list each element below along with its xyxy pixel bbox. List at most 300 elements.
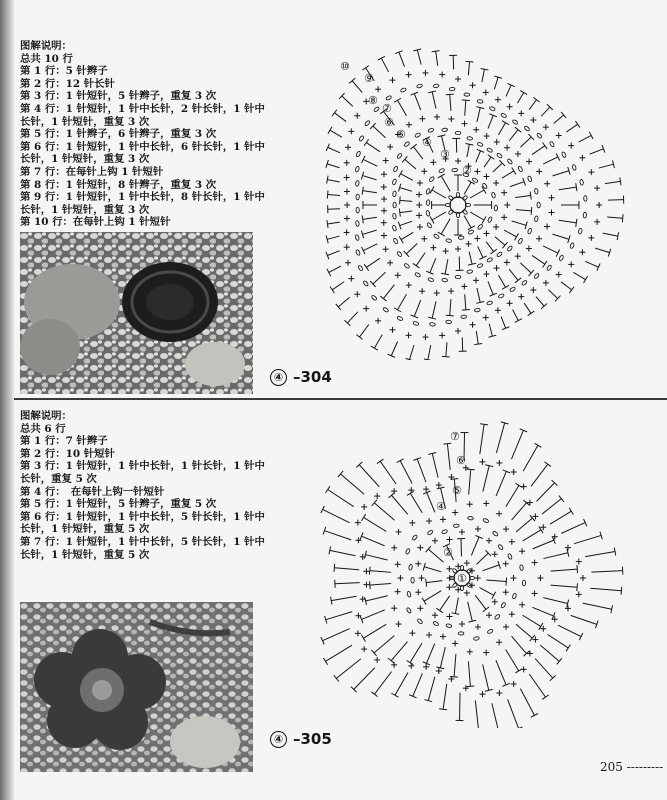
chain-stitch-symbol — [448, 195, 454, 201]
double-crochet-symbol — [462, 100, 470, 101]
double-crochet-symbol — [490, 249, 496, 254]
chain-stitch-symbol — [385, 95, 391, 101]
chain-stitch-symbol — [397, 153, 403, 159]
double-crochet-symbol — [533, 97, 539, 102]
double-crochet-symbol — [511, 430, 523, 459]
double-crochet-symbol — [543, 598, 567, 604]
double-crochet-symbol — [583, 603, 612, 609]
double-crochet-symbol — [330, 550, 356, 555]
double-crochet-symbol — [531, 464, 548, 486]
double-crochet-symbol — [488, 115, 493, 128]
double-crochet-symbol — [436, 608, 443, 613]
pattern-label-304 — [270, 368, 332, 386]
double-crochet-symbol — [424, 591, 441, 601]
round-marker: ⑦ — [450, 430, 460, 443]
double-crochet-symbol — [394, 308, 401, 312]
chain-stitch-symbol — [472, 177, 478, 183]
double-crochet-symbol — [484, 157, 491, 167]
double-crochet-symbol — [328, 147, 340, 152]
double-crochet-symbol — [331, 596, 356, 600]
instruction-line: 长针，1 针短针，重复 3 次 — [20, 153, 150, 166]
double-crochet-symbol — [398, 294, 407, 310]
double-crochet-symbol — [391, 341, 397, 355]
chain-stitch-symbol — [355, 180, 359, 186]
double-crochet-symbol — [558, 625, 581, 636]
double-crochet-symbol — [430, 187, 434, 194]
chain-stitch-symbol — [393, 238, 399, 244]
double-crochet-symbol — [430, 258, 436, 272]
chain-stitch-symbol — [500, 602, 506, 608]
total-rows: 总共 10 行 — [20, 52, 73, 65]
double-crochet-symbol — [374, 503, 394, 520]
chain-stitch-symbol — [406, 607, 412, 613]
double-crochet-symbol — [515, 127, 521, 132]
chain-stitch-symbol — [492, 531, 498, 537]
double-crochet-symbol — [585, 552, 615, 557]
double-crochet-symbol — [482, 69, 484, 82]
double-crochet-symbol — [400, 196, 401, 204]
double-crochet-symbol — [374, 672, 391, 695]
chain-stitch-symbol — [433, 621, 439, 627]
double-crochet-symbol — [577, 565, 578, 573]
double-crochet-symbol — [524, 303, 531, 313]
double-crochet-symbol — [591, 571, 622, 572]
chain-stitch-symbol — [397, 251, 403, 257]
double-crochet-symbol — [446, 315, 454, 316]
double-crochet-symbol — [489, 324, 492, 336]
chain-stitch-symbol — [429, 322, 435, 326]
chain-stitch-symbol — [452, 168, 458, 172]
instruction-line: 第 7 行：1 针短针，1 针中长针，5 针长针，1 针中 — [20, 535, 265, 548]
chain-stitch-symbol — [489, 106, 495, 111]
double-crochet-symbol — [446, 342, 447, 356]
double-crochet-symbol — [603, 233, 618, 236]
double-crochet-symbol — [542, 499, 561, 514]
instruction-line: 长针，1 针短针，重复 5 次 — [20, 548, 150, 561]
double-crochet-symbol — [551, 569, 578, 571]
double-crochet-symbol — [621, 587, 622, 595]
double-crochet-symbol — [477, 108, 480, 122]
double-crochet-symbol — [327, 269, 331, 276]
double-crochet-symbol — [356, 335, 362, 340]
chain-stitch-symbol — [522, 580, 526, 586]
double-crochet-symbol — [335, 583, 360, 584]
chain-stitch-symbol — [527, 228, 532, 234]
round-marker: ① — [457, 572, 467, 585]
double-crochet-symbol — [512, 221, 526, 225]
chain-stitch-symbol — [426, 222, 432, 228]
double-crochet-symbol — [498, 275, 505, 287]
double-crochet-symbol — [569, 508, 573, 515]
chain-stitch-symbol — [561, 151, 566, 157]
double-crochet-symbol — [336, 659, 360, 679]
double-crochet-symbol — [323, 658, 327, 665]
pattern-chapter-marker: ④ — [270, 731, 287, 748]
chain-stitch-symbol — [449, 87, 455, 90]
double-crochet-symbol — [378, 56, 385, 60]
double-crochet-symbol — [410, 144, 416, 149]
double-crochet-symbol — [446, 94, 454, 95]
double-crochet-symbol — [362, 215, 363, 223]
double-crochet-symbol — [334, 564, 335, 572]
chain-stitch-symbol — [507, 553, 512, 559]
double-crochet-symbol — [488, 281, 493, 294]
chain-stitch-symbol — [426, 188, 431, 194]
photo-crochet-ring — [20, 232, 253, 394]
double-crochet-symbol — [479, 588, 493, 596]
double-crochet-symbol — [468, 602, 473, 621]
chain-stitch-symbol — [427, 530, 433, 536]
double-crochet-symbol — [370, 571, 391, 573]
double-crochet-symbol — [476, 331, 478, 344]
double-crochet-symbol — [520, 91, 527, 95]
chain-stitch-symbol — [512, 593, 517, 599]
chain-stitch-symbol — [364, 120, 370, 126]
double-crochet-symbol — [470, 212, 484, 220]
double-crochet-symbol — [428, 345, 431, 360]
double-crochet-symbol — [599, 164, 614, 168]
double-crochet-symbol — [464, 182, 471, 194]
double-crochet-symbol — [391, 693, 398, 697]
double-crochet-symbol — [409, 345, 414, 360]
double-crochet-symbol — [440, 647, 445, 668]
double-crochet-symbol — [392, 495, 408, 514]
double-crochet-symbol — [482, 217, 486, 224]
chain-stitch-symbol — [486, 257, 492, 263]
chain-stitch-symbol — [371, 295, 377, 301]
double-crochet-symbol — [328, 127, 332, 134]
double-crochet-symbol — [474, 344, 482, 345]
chain-stitch-symbol — [462, 195, 468, 201]
double-crochet-symbol — [480, 424, 484, 454]
double-crochet-symbol — [590, 149, 604, 154]
chain-stitch-symbol — [572, 164, 577, 170]
chain-stitch-symbol — [413, 321, 419, 326]
chain-stitch-symbol — [355, 249, 360, 255]
chain-stitch-symbol — [487, 216, 492, 222]
chain-stitch-symbol — [433, 84, 439, 88]
chain-stitch-symbol — [393, 202, 396, 208]
double-crochet-symbol — [530, 192, 531, 200]
chain-stitch-symbol — [584, 196, 587, 202]
double-crochet-symbol — [338, 297, 349, 307]
double-crochet-symbol — [432, 212, 446, 220]
pattern-label-305 — [270, 730, 332, 748]
double-crochet-symbol — [502, 171, 514, 178]
chain-stitch-symbol — [477, 263, 483, 268]
double-crochet-symbol — [399, 209, 400, 217]
double-crochet-symbol — [334, 675, 339, 681]
double-crochet-symbol — [400, 221, 412, 225]
instruction-line: 第 9 行：1 针短针，1 针中长针，8 针长针，1 针中 — [20, 191, 265, 204]
chain-stitch-symbol — [446, 623, 452, 628]
double-crochet-symbol — [584, 276, 588, 283]
chain-stitch-symbol — [521, 280, 527, 286]
double-crochet-symbol — [495, 237, 505, 246]
double-crochet-symbol — [424, 567, 441, 572]
instruction-line: 第 1 行：7 针辫子 — [20, 435, 108, 448]
double-crochet-symbol — [575, 121, 579, 128]
double-crochet-symbol — [576, 183, 577, 191]
double-crochet-symbol — [363, 176, 377, 180]
double-crochet-symbol — [529, 100, 536, 110]
chain-stitch-symbol — [464, 93, 470, 97]
double-crochet-symbol — [622, 214, 623, 222]
instruction-line: 第 10 行：在每针上钩 1 针短针 — [20, 216, 171, 229]
double-crochet-symbol — [465, 294, 466, 310]
double-crochet-symbol — [432, 301, 436, 318]
chain-stitch-symbol — [446, 238, 452, 243]
round-marker: ③ — [440, 148, 450, 161]
double-crochet-symbol — [548, 290, 557, 299]
chain-stitch-symbol — [400, 87, 406, 92]
double-crochet-symbol — [542, 695, 549, 700]
chain-stitch-symbol — [491, 192, 496, 198]
double-crochet-symbol — [380, 296, 386, 301]
double-crochet-symbol — [327, 222, 339, 224]
double-crochet-symbol — [406, 244, 417, 254]
double-crochet-symbol — [590, 588, 621, 590]
double-crochet-symbol — [365, 555, 387, 560]
double-crochet-symbol — [381, 58, 388, 72]
chain-stitch-symbol — [512, 119, 518, 125]
double-crochet-symbol — [543, 246, 558, 253]
double-crochet-symbol — [502, 285, 509, 289]
chain-stitch-symbol — [546, 265, 552, 271]
round-marker: ② — [462, 164, 472, 177]
double-crochet-symbol — [399, 52, 405, 66]
double-crochet-symbol — [328, 490, 354, 507]
double-crochet-symbol — [576, 219, 577, 227]
double-crochet-symbol — [363, 230, 377, 234]
double-crochet-symbol — [523, 615, 541, 626]
chain-stitch-symbol — [462, 209, 468, 215]
double-crochet-symbol — [438, 174, 445, 178]
double-crochet-symbol — [373, 272, 386, 284]
double-crochet-symbol — [442, 356, 450, 357]
double-crochet-symbol — [401, 174, 413, 181]
double-crochet-symbol — [506, 485, 519, 506]
chain-stitch-symbol — [411, 577, 414, 583]
double-crochet-symbol — [400, 211, 412, 213]
double-crochet-symbol — [332, 282, 344, 290]
double-crochet-symbol — [397, 459, 404, 463]
pattern-chapter-marker: ④ — [270, 369, 287, 386]
double-crochet-symbol — [414, 94, 420, 111]
double-crochet-symbol — [327, 220, 328, 228]
chain-stitch-symbol — [487, 301, 493, 306]
double-crochet-symbol — [450, 94, 451, 110]
double-crochet-symbol — [441, 176, 450, 192]
double-crochet-symbol — [523, 530, 541, 541]
double-crochet-symbol — [466, 61, 474, 62]
double-crochet-symbol — [399, 236, 403, 243]
double-crochet-symbol — [360, 324, 369, 336]
chain-stitch-symbol — [496, 251, 502, 257]
double-crochet-symbol — [366, 143, 380, 152]
double-crochet-symbol — [550, 511, 571, 524]
chain-stitch-symbol — [570, 242, 575, 248]
double-crochet-symbol — [400, 188, 412, 192]
instruction-line: 长针，1 针短针，重复 3 次 — [20, 203, 150, 216]
chain-stitch-symbol — [536, 133, 542, 139]
double-crochet-symbol — [331, 597, 332, 605]
chain-stitch-symbol — [433, 233, 439, 239]
double-crochet-symbol — [543, 142, 548, 149]
double-crochet-symbol — [466, 686, 474, 687]
double-crochet-symbol — [468, 62, 469, 76]
double-crochet-symbol — [502, 121, 509, 125]
double-crochet-symbol — [326, 486, 330, 493]
double-crochet-symbol — [571, 615, 597, 624]
double-crochet-symbol — [531, 207, 532, 215]
chain-stitch-symbol — [355, 166, 360, 172]
chain-stitch-symbol — [412, 534, 418, 540]
chain-stitch-symbol — [486, 147, 492, 153]
chain-stitch-symbol — [494, 205, 498, 211]
double-crochet-symbol — [363, 191, 377, 193]
chain-stitch-symbol — [414, 132, 420, 138]
double-crochet-symbol — [605, 181, 620, 183]
double-crochet-symbol — [532, 255, 545, 264]
double-crochet-symbol — [414, 300, 420, 317]
double-crochet-symbol — [506, 649, 519, 670]
chain-stitch-symbol — [509, 286, 515, 292]
double-crochet-symbol — [620, 177, 621, 185]
chain-stitch-symbol — [498, 293, 504, 298]
double-crochet-symbol — [450, 299, 451, 315]
double-crochet-symbol — [326, 612, 352, 620]
double-crochet-symbol — [377, 459, 384, 464]
double-crochet-symbol — [506, 85, 511, 96]
chain-stitch-symbol — [527, 176, 532, 182]
chain-stitch-symbol — [373, 106, 379, 112]
double-crochet-symbol — [374, 335, 382, 349]
chain-stitch-symbol — [483, 518, 489, 523]
chain-stitch-symbol — [518, 238, 524, 244]
double-crochet-symbol — [566, 645, 570, 652]
double-crochet-symbol — [520, 689, 534, 716]
chain-stitch-symbol — [498, 544, 504, 550]
double-crochet-symbol — [585, 261, 598, 267]
instruction-line: 长针，1 针短针，重复 3 次 — [20, 115, 150, 128]
chain-stitch-symbol — [494, 614, 500, 620]
double-crochet-symbol — [416, 253, 425, 266]
instruction-line: 第 8 行：1 针短针，8 针辫子，重复 3 次 — [20, 178, 217, 191]
page-number: 205 --------- — [600, 760, 664, 774]
double-crochet-symbol — [508, 699, 519, 728]
double-crochet-symbol — [493, 163, 502, 172]
double-crochet-symbol — [328, 195, 340, 196]
double-crochet-symbol — [366, 258, 380, 267]
double-crochet-symbol — [399, 170, 403, 177]
double-crochet-symbol — [341, 474, 365, 494]
double-crochet-symbol — [548, 634, 569, 648]
chain-stitch-symbol — [393, 166, 399, 172]
double-crochet-symbol — [496, 471, 506, 496]
double-crochet-symbol — [512, 503, 527, 520]
chain-stitch-symbol — [477, 142, 483, 147]
double-crochet-symbol — [364, 264, 369, 271]
double-crochet-symbol — [400, 461, 412, 484]
chain-stitch-symbol — [468, 229, 474, 234]
double-crochet-symbol — [362, 247, 365, 254]
double-crochet-symbol — [595, 248, 609, 253]
double-crochet-symbol — [407, 661, 414, 665]
chain-stitch-symbol — [397, 316, 403, 321]
double-crochet-symbol — [342, 96, 353, 106]
instruction-line: 第 5 行：1 针短针，5 针辫子，重复 5 次 — [20, 498, 217, 511]
double-crochet-symbol — [529, 674, 545, 697]
double-crochet-symbol — [361, 514, 365, 521]
double-crochet-symbol — [516, 624, 532, 638]
total-rows: 总共 6 行 — [20, 422, 66, 435]
double-crochet-symbol — [394, 98, 401, 102]
chain-stitch-symbol — [458, 236, 464, 240]
double-crochet-symbol — [398, 100, 407, 116]
double-crochet-symbol — [432, 453, 438, 477]
double-crochet-symbol — [407, 491, 414, 495]
double-crochet-symbol — [443, 684, 447, 710]
double-crochet-symbol — [370, 583, 391, 585]
double-crochet-symbol — [554, 115, 564, 124]
double-crochet-symbol — [515, 196, 530, 198]
double-crochet-symbol — [327, 191, 328, 199]
instructions-305 — [20, 410, 265, 561]
chain-stitch-symbol — [453, 524, 459, 528]
double-crochet-symbol — [427, 493, 435, 513]
chain-stitch-symbol — [405, 548, 410, 554]
instruction-line: 第 3 行：1 针短针，1 针中长针，1 针长针，1 针中 — [20, 460, 265, 473]
double-crochet-symbol — [323, 509, 350, 522]
double-crochet-symbol — [486, 242, 494, 252]
double-crochet-symbol — [482, 565, 499, 571]
instruction-line: 第 6 行：1 针短针，1 针中长针，5 针长针，1 针中 — [20, 510, 265, 523]
double-crochet-symbol — [438, 232, 445, 236]
round-marker: ⑤ — [396, 128, 406, 141]
double-crochet-symbol — [573, 272, 585, 279]
double-crochet-symbol — [532, 607, 553, 616]
instruction-line: 长针，重复 5 次 — [20, 472, 97, 485]
chain-stitch-symbol — [408, 564, 412, 570]
double-crochet-symbol — [428, 677, 435, 701]
chain-stitch-symbol — [448, 209, 454, 215]
chain-stitch-symbol — [467, 270, 473, 274]
chain-stitch-symbol — [534, 273, 540, 279]
double-crochet-symbol — [577, 583, 578, 591]
double-crochet-symbol — [492, 592, 496, 599]
double-crochet-symbol — [569, 287, 574, 293]
round-marker: ④ — [436, 500, 446, 513]
double-crochet-symbol — [374, 636, 394, 653]
chain-stitch-symbol — [446, 320, 452, 324]
double-crochet-symbol — [467, 469, 475, 470]
chain-stitch-symbol — [356, 194, 360, 200]
double-crochet-symbol — [561, 282, 572, 290]
chain-stitch-symbol — [458, 632, 464, 635]
chain-stitch-symbol — [537, 202, 540, 208]
pattern-section-304 — [0, 0, 667, 398]
double-crochet-symbol — [476, 553, 488, 564]
double-crochet-symbol — [410, 643, 422, 663]
double-crochet-symbol — [545, 462, 551, 467]
double-crochet-symbol — [516, 210, 532, 211]
chain-stitch-symbol — [392, 225, 397, 231]
double-crochet-symbol — [426, 579, 427, 587]
chain-stitch-symbol — [534, 216, 538, 222]
double-crochet-symbol — [462, 310, 470, 311]
double-crochet-symbol — [607, 217, 623, 218]
